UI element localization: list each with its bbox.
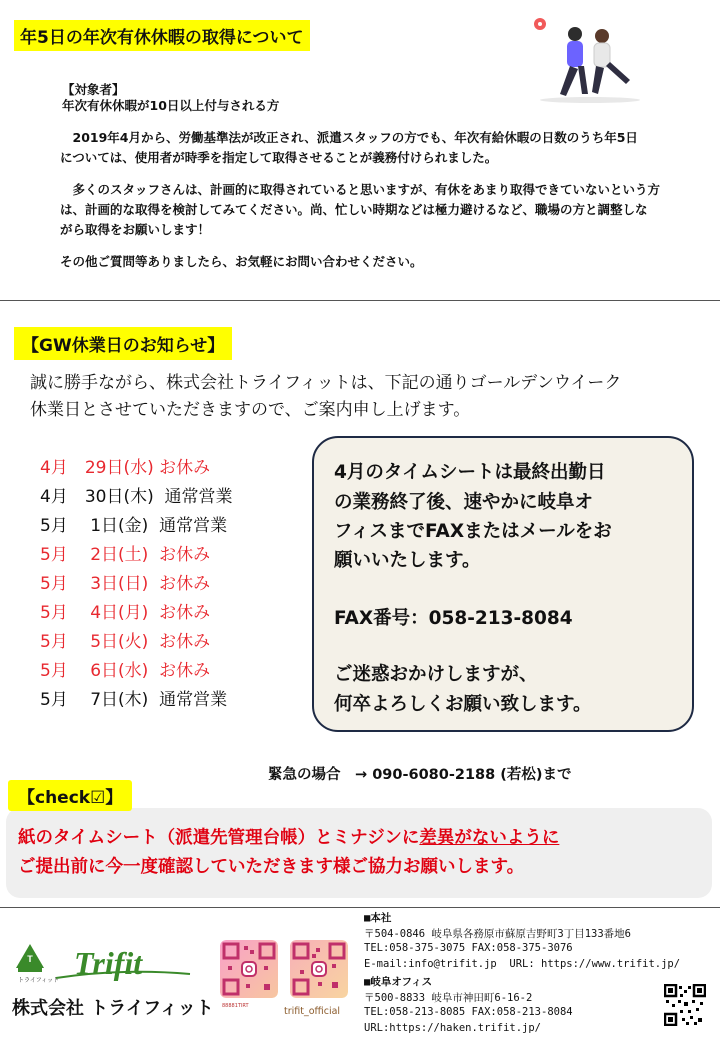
svg-text:T: T [27, 954, 33, 964]
web-qr-icon[interactable] [664, 984, 706, 1026]
address-line: 〒504-0846 岐阜県各務原市蘇原吉野町3丁目133番地6 [364, 928, 632, 940]
schedule-row: 4月 29日(水) お休み [40, 458, 211, 478]
paragraph-contact: その他ご質問等ありましたら、お気軽にお問い合わせください。 [60, 254, 423, 269]
trifit-logo-icon [12, 938, 202, 988]
section2-title: 【GW休業日のお知らせ】 [14, 327, 232, 360]
people-illustration-icon [530, 14, 650, 104]
address-line: URL:https://haken.trifit.jp/ [364, 1022, 542, 1034]
warning-line: ご提出前に今一度確認していただきます様ご協力お願いします。 [18, 857, 525, 877]
intro-line: 休業日とさせていただきますので、ご案内申し上げます。 [30, 400, 471, 420]
address-line: ■岐阜オフィス [364, 976, 433, 988]
schedule-row: 5月 5日(火) お休み [40, 632, 211, 652]
instagram-caption: 88881TIRT [222, 1003, 249, 1009]
paragraph-line: は、計画的な取得を検討してみてください。尚、忙しい時期などは極力避けるなど、職場の方と調整しな [60, 202, 648, 217]
notice-line: ご迷惑おかけしますが、 [334, 664, 538, 685]
warning-line [18, 824, 559, 849]
warning-emphasis: 差異がないように [419, 828, 560, 848]
section-divider [0, 300, 720, 301]
footer-divider [0, 907, 720, 908]
notice-line: の業務終了後、速やかに岐阜オ [334, 492, 594, 513]
notice-line: フィスまでFAXまたはメールをお [334, 521, 612, 542]
schedule-row: 5月 4日(月) お休み [40, 603, 211, 623]
schedule-row: 5月 1日(金) 通常営業 [40, 516, 228, 536]
instagram-qr-icon[interactable] [220, 940, 278, 998]
schedule-row: 5月 3日(日) お休み [40, 574, 211, 594]
paragraph-planned-leave [60, 180, 690, 240]
address-line: TEL:058-375-3075 FAX:058-375-3076 [364, 942, 573, 954]
fax-number: FAX番号：058-213-8084 [334, 608, 573, 629]
notice-line: 願いいたします。 [334, 550, 481, 571]
paragraph-line: については、使用者が時季を指定して取得させることが義務付けられました。 [60, 150, 498, 165]
address-line: TEL:058-213-8085 FAX:058-213-8084 [364, 1006, 573, 1018]
schedule-row: 5月 6日(水) お休み [40, 661, 211, 681]
target-body: 年次有休休暇が10日以上付与される方 [62, 98, 280, 113]
paragraph-law-change [60, 128, 690, 168]
emergency-contact: 緊急の場合 → 090-6080-2188 (若松)まで [268, 767, 572, 783]
address-line: 〒500-8833 岐阜市神田町6-16-2 [364, 992, 533, 1004]
paragraph-line: がら取得をお願いします！ [60, 222, 211, 237]
paragraph-line: 多くのスタッフさんは、計画的に取得されていると思いますが、有休をあまり取得できていないという方 [60, 182, 661, 197]
check-badge: 【check☑】 [8, 780, 132, 811]
logo-sub: トライフィット [18, 977, 60, 984]
notice-line: 何卒よろしくお願い致します。 [334, 694, 592, 715]
logo-text: Trifit [74, 945, 143, 981]
schedule-row: 4月 30日(木) 通常営業 [40, 487, 233, 507]
paragraph-line: 2019年4月から、労働基準法が改正され、派遣スタッフの方でも、年次有給休暇の日数のうち年5日 [60, 130, 638, 145]
warning-text: 紙のタイムシート（派遣先管理台帳）とミナジンに [18, 828, 420, 848]
notice-line: 4月のタイムシートは最終出勤日 [334, 462, 606, 483]
schedule-row: 5月 2日(土) お休み [40, 545, 211, 565]
target-heading: 【対象者】 [62, 82, 125, 97]
section1-title: 年5日の年次有休休暇の取得について [14, 20, 310, 51]
intro-line: 誠に勝手ながら、株式会社トライフィットは、下記の通りゴールデンウイーク [30, 373, 622, 393]
instagram-qr-icon[interactable] [290, 940, 348, 998]
company-name: 株式会社 トライフィット [12, 998, 214, 1019]
address-line: ■本社 [364, 912, 392, 924]
schedule-row: 5月 7日(木) 通常営業 [40, 690, 228, 710]
instagram-handle: trifit_official [284, 1006, 341, 1017]
address-line: E-mail:info@trifit.jp URL: https://www.trifit.jp/ [364, 958, 681, 970]
